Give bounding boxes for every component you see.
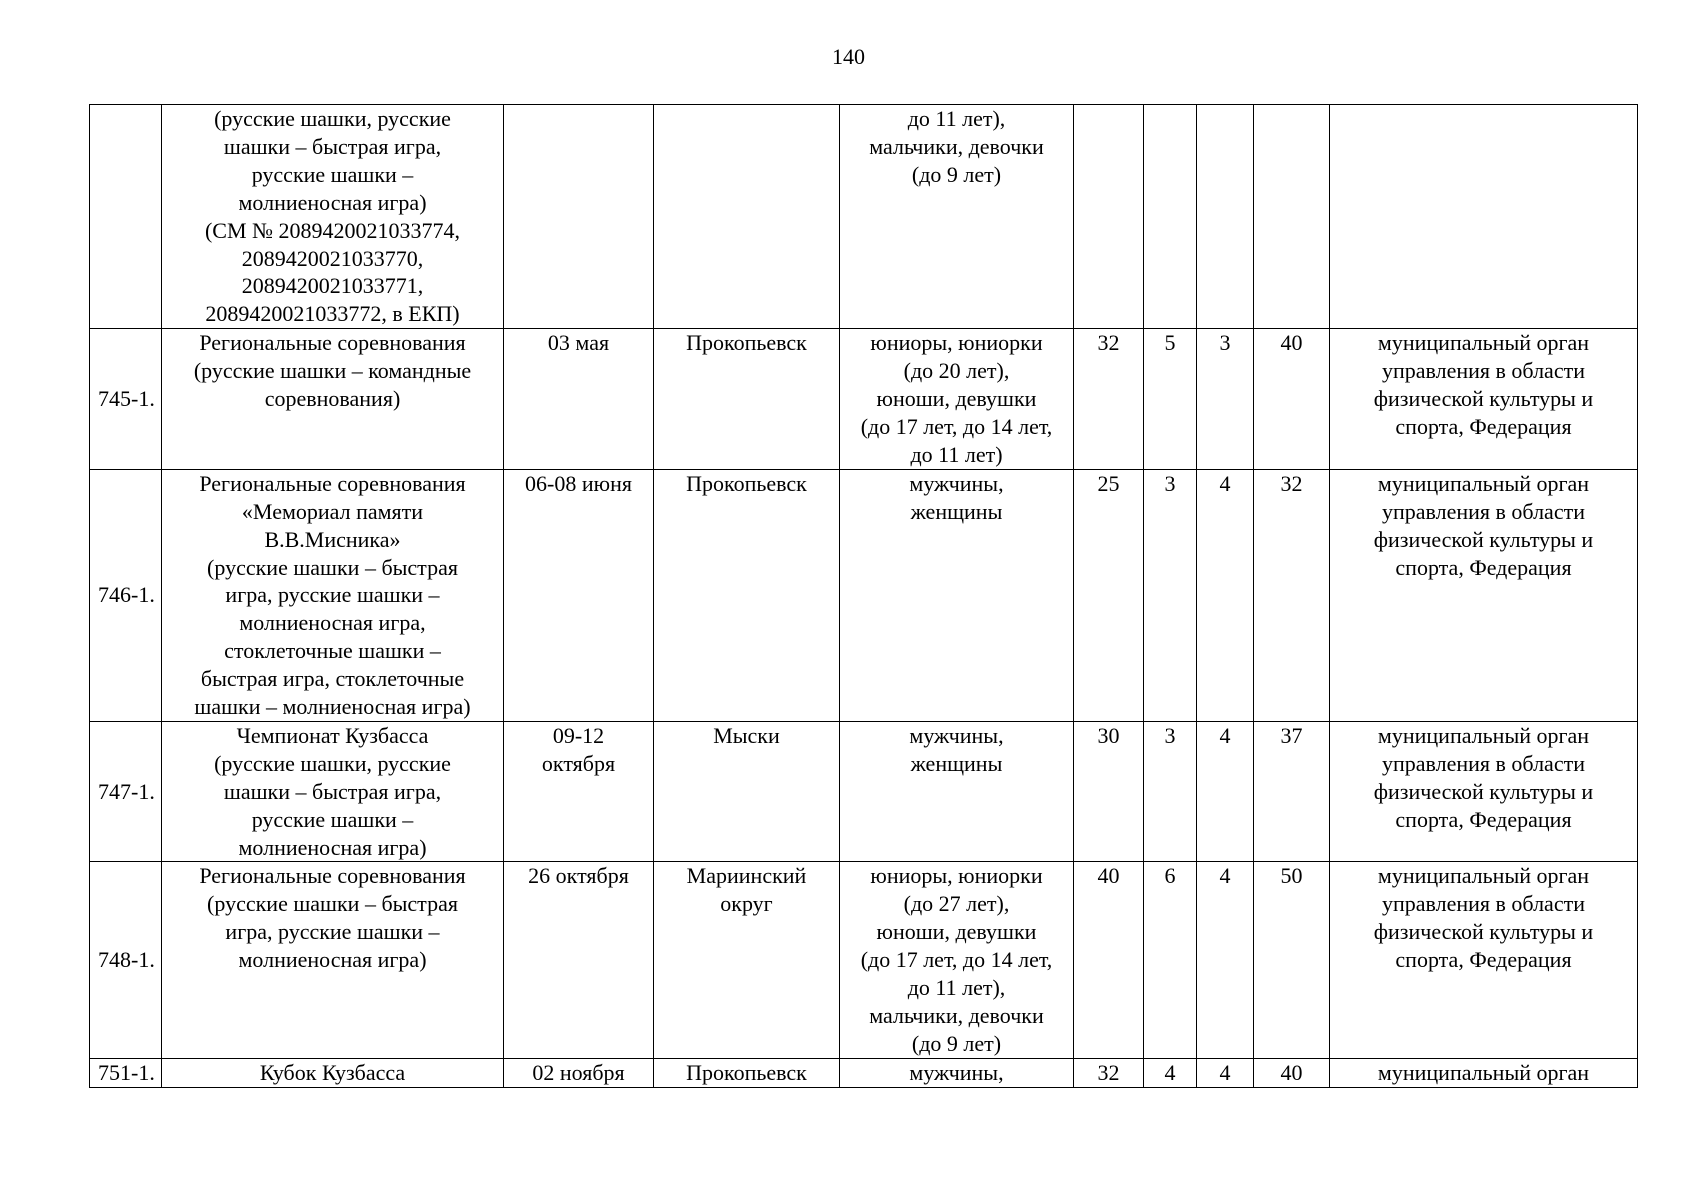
cell-line: (до 9 лет) <box>911 1030 1002 1056</box>
cell-line: русские шашки – <box>251 161 414 187</box>
table-row <box>90 329 1638 470</box>
cell-line: стоклеточные шашки – <box>224 638 441 664</box>
cell-line: 06-08 июня <box>525 470 632 496</box>
cell-line: «Мемориал памяти <box>241 498 424 524</box>
cell-line: (СМ № 2089420021033774, <box>204 217 461 243</box>
cell-count-total: 50 <box>1254 862 1330 1058</box>
cell-line: 2089420021033770, <box>241 245 424 271</box>
cell-participants <box>840 329 1074 470</box>
cell-line: (до 9 лет) <box>911 161 1002 187</box>
cell-place <box>654 862 840 1058</box>
cell-count-judges: 3 <box>1197 329 1254 470</box>
cell-line: Региональные соревнования <box>199 330 466 356</box>
cell-line: муниципальный орган <box>1377 863 1590 889</box>
cell-date <box>504 469 654 721</box>
cell-line: В.В.Мисника» <box>264 526 401 552</box>
cell-line: (русские шашки, русские <box>214 750 451 776</box>
table-body <box>90 105 1638 1088</box>
cell-event-name <box>162 105 504 329</box>
cell-line: физической культуры и <box>1373 778 1594 804</box>
cell-line: быстрая игра, стоклеточные <box>200 666 465 692</box>
table-row <box>90 721 1638 862</box>
cell-line: мужчины, <box>909 470 1004 496</box>
cell-line: управления в области <box>1382 891 1585 917</box>
cell-line: 2089420021033771, <box>241 273 424 299</box>
cell-line: 26 октября <box>528 863 629 889</box>
cell-count-coaches: 5 <box>1144 329 1197 470</box>
cell-number: 745-1. <box>90 329 162 470</box>
cell-line: соревнования) <box>264 386 401 412</box>
cell-line: шашки – молниеносная игра) <box>194 694 471 720</box>
cell-date <box>504 1058 654 1087</box>
cell-count-coaches: 3 <box>1144 721 1197 862</box>
cell-line: русские шашки – <box>251 806 414 832</box>
cell-place <box>654 721 840 862</box>
cell-line: игра, русские шашки – <box>225 919 440 945</box>
cell-number: 751-1. <box>90 1058 162 1087</box>
cell-count-athletes: 25 <box>1074 469 1144 721</box>
cell-line: женщины <box>910 498 1003 524</box>
cell-line: мужчины, <box>909 722 1004 748</box>
cell-line: спорта, Федерация <box>1395 947 1572 973</box>
cell-date <box>504 862 654 1058</box>
cell-line: округ <box>720 891 773 917</box>
cell-line: 02 ноября <box>532 1059 625 1085</box>
cell-date <box>504 721 654 862</box>
cell-line: Региональные соревнования <box>199 863 466 889</box>
cell-line: управления в области <box>1382 750 1585 776</box>
cell-number: 748-1. <box>90 862 162 1058</box>
cell-organizer <box>1330 862 1638 1058</box>
cell-line: молниеносная игра) <box>238 834 427 860</box>
cell-line: Кубок Кузбасса <box>259 1059 406 1085</box>
cell-line: 09-12 <box>552 722 605 748</box>
cell-place <box>654 469 840 721</box>
cell-line: молниеносная игра) <box>238 189 427 215</box>
cell-count-total <box>1254 105 1330 329</box>
cell-line: (русские шашки – быстрая <box>207 891 458 917</box>
cell-participants <box>840 862 1074 1058</box>
cell-line: юноши, девушки <box>876 386 1037 412</box>
cell-organizer <box>1330 721 1638 862</box>
cell-number: 746-1. <box>90 469 162 721</box>
cell-line: (до 20 лет), <box>903 358 1010 384</box>
cell-organizer <box>1330 469 1638 721</box>
cell-line: Прокопьевск <box>686 330 807 356</box>
cell-count-athletes: 40 <box>1074 862 1144 1058</box>
cell-event-name <box>162 721 504 862</box>
cell-participants <box>840 721 1074 862</box>
cell-line: октября <box>541 750 616 776</box>
cell-line: до 11 лет), <box>907 106 1006 131</box>
cell-organizer <box>1330 1058 1638 1087</box>
cell-count-athletes: 32 <box>1074 329 1144 470</box>
cell-number: 747-1. <box>90 721 162 862</box>
cell-line: (до 17 лет, до 14 лет, <box>860 947 1053 973</box>
cell-place <box>654 105 840 329</box>
cell-count-total: 40 <box>1254 329 1330 470</box>
cell-line: муниципальный орган <box>1377 330 1590 356</box>
table-row <box>90 862 1638 1058</box>
cell-line: муниципальный орган <box>1377 470 1590 496</box>
cell-count-athletes <box>1074 105 1144 329</box>
page-number: 140 <box>832 44 865 69</box>
cell-line: игра, русские шашки – <box>225 582 440 608</box>
cell-count-judges: 4 <box>1197 1058 1254 1087</box>
cell-organizer <box>1330 329 1638 470</box>
cell-count-coaches: 4 <box>1144 1058 1197 1087</box>
cell-line: спорта, Федерация <box>1395 806 1572 832</box>
cell-line: молниеносная игра, <box>239 610 426 636</box>
cell-event-name <box>162 862 504 1058</box>
cell-count-judges: 4 <box>1197 862 1254 1058</box>
cell-event-name <box>162 329 504 470</box>
cell-event-name <box>162 1058 504 1087</box>
cell-count-total: 37 <box>1254 721 1330 862</box>
cell-line: молниеносная игра) <box>238 947 427 973</box>
cell-line: юниоры, юниорки <box>870 863 1043 889</box>
cell-count-coaches: 6 <box>1144 862 1197 1058</box>
cell-line: управления в области <box>1382 358 1585 384</box>
cell-line: (до 17 лет, до 14 лет, <box>860 413 1053 439</box>
cell-date <box>504 105 654 329</box>
cell-place <box>654 1058 840 1087</box>
cell-line: юноши, девушки <box>876 919 1037 945</box>
cell-event-name <box>162 469 504 721</box>
cell-place <box>654 329 840 470</box>
cell-line: 2089420021033772, в ЕКП) <box>205 301 460 327</box>
cell-number <box>90 105 162 329</box>
cell-line: физической культуры и <box>1373 386 1594 412</box>
cell-line: Мыски <box>713 722 780 748</box>
cell-line: муниципальный орган <box>1377 722 1590 748</box>
cell-line: шашки – быстрая игра, <box>223 133 442 159</box>
cell-count-total: 32 <box>1254 469 1330 721</box>
cell-line: Мариинский <box>686 863 807 889</box>
cell-line: физической культуры и <box>1373 526 1594 552</box>
cell-line: 03 мая <box>547 330 610 356</box>
cell-participants <box>840 469 1074 721</box>
cell-line: Чемпионат Кузбасса <box>236 722 429 748</box>
cell-line: (до 27 лет), <box>903 891 1010 917</box>
cell-organizer <box>1330 105 1638 329</box>
cell-line: спорта, Федерация <box>1395 554 1572 580</box>
cell-count-coaches <box>1144 105 1197 329</box>
cell-participants <box>840 1058 1074 1087</box>
table-row <box>90 469 1638 721</box>
cell-line: до 11 лет), <box>907 975 1006 1001</box>
table-row <box>90 1058 1638 1087</box>
cell-count-judges: 4 <box>1197 469 1254 721</box>
cell-line: физической культуры и <box>1373 919 1594 945</box>
cell-date <box>504 329 654 470</box>
cell-line: (русские шашки – командные <box>193 358 472 384</box>
cell-count-coaches: 3 <box>1144 469 1197 721</box>
cell-line: до 11 лет) <box>910 441 1003 467</box>
cell-count-athletes: 32 <box>1074 1058 1144 1087</box>
cell-line: спорта, Федерация <box>1395 413 1572 439</box>
cell-line: мужчины, <box>909 1059 1004 1085</box>
cell-line: управления в области <box>1382 498 1585 524</box>
cell-line: Прокопьевск <box>686 470 807 496</box>
cell-line: юниоры, юниорки <box>870 330 1043 356</box>
cell-line: мальчики, девочки <box>869 133 1044 159</box>
cell-participants <box>840 105 1074 329</box>
cell-line: шашки – быстрая игра, <box>223 778 442 804</box>
cell-line: муниципальный орган <box>1377 1059 1590 1085</box>
cell-count-total: 40 <box>1254 1058 1330 1087</box>
cell-line: женщины <box>910 750 1003 776</box>
competition-schedule-table <box>89 104 1638 1088</box>
cell-line: (русские шашки – быстрая <box>207 554 458 580</box>
table-row <box>90 105 1638 329</box>
cell-count-judges <box>1197 105 1254 329</box>
cell-line: Региональные соревнования <box>199 470 466 496</box>
cell-line: (русские шашки, русские <box>214 106 451 131</box>
cell-line: мальчики, девочки <box>869 1003 1044 1028</box>
cell-line: Прокопьевск <box>686 1059 807 1085</box>
cell-count-athletes: 30 <box>1074 721 1144 862</box>
cell-count-judges: 4 <box>1197 721 1254 862</box>
